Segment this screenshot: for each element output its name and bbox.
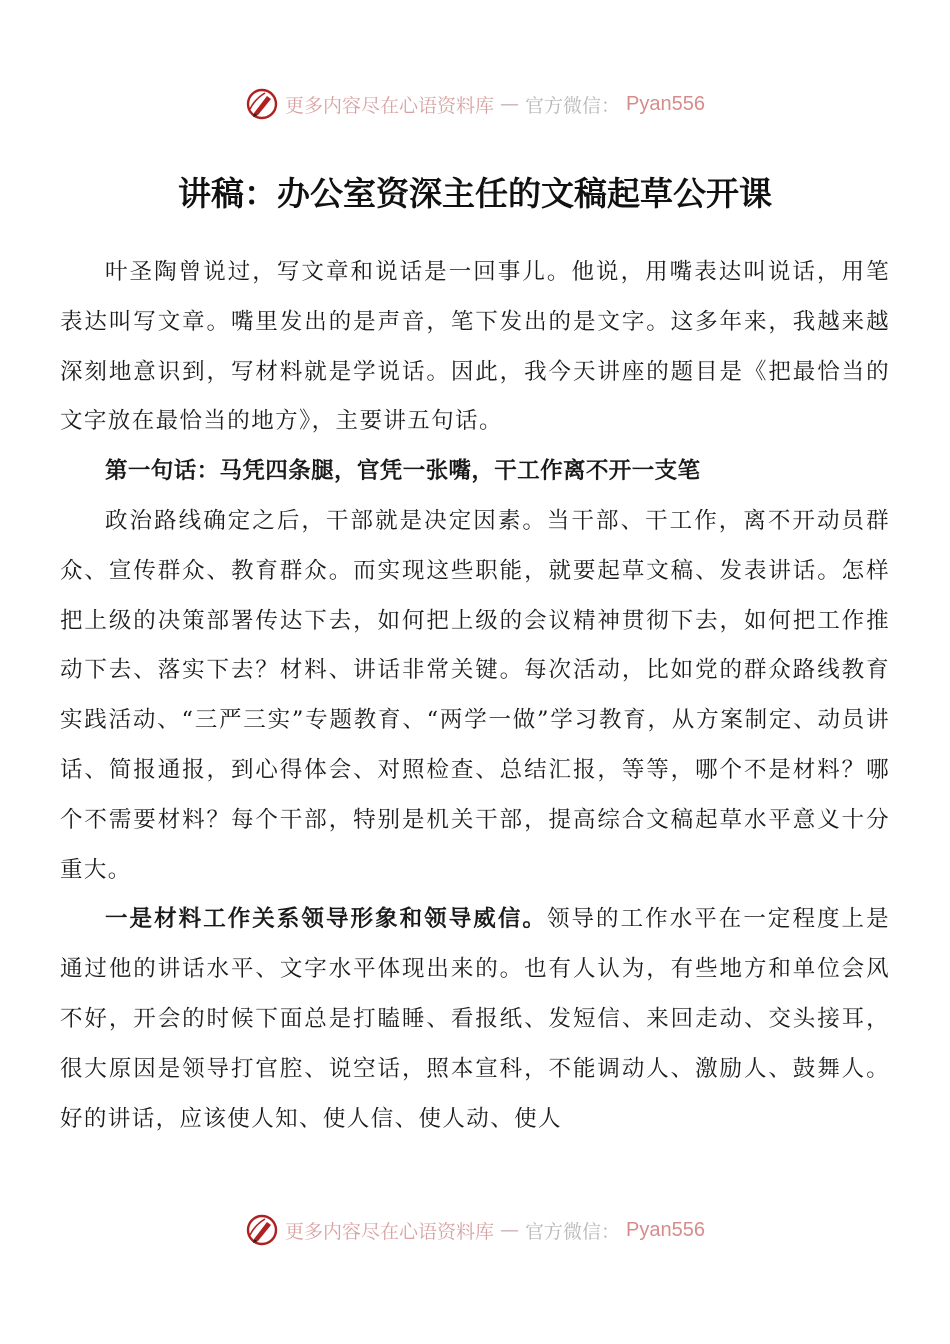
pen-circle-icon — [245, 87, 279, 121]
watermark-separator: — — [500, 1219, 520, 1241]
document-body — [60, 248, 890, 1144]
document-title: 讲稿：办公室资深主任的文稿起草公开课 — [178, 174, 772, 213]
watermark-wechat-id: Pyan556 — [626, 92, 705, 115]
watermark-site-text: 更多内容尽在心语资料库 — [285, 94, 495, 117]
point-1-paragraph — [60, 895, 890, 1144]
pen-circle-icon — [245, 1213, 279, 1247]
watermark-wechat-label: 官方微信： — [525, 94, 621, 117]
section-1-paragraph: 政治路线确定之后，干部就是决定因素。当干部、干工作，离不开动员群众、宣传群众、教育群众。而实现这些职能，就要起草文稿、发表讲话。怎样把上级的决策部署传达下去，如何把上级的会议精神贯彻下去，如何把工作推动下去、落实下去？材料、讲话非常关键。每次活动，比如党的群众路线教育实践活动、“三严三实”专题教育、“两学一做”学习教育，从方案制定、动员讲话、简报通报，到心得体会、对照检查、总结汇报，等等，哪个不是材料？哪个不需要材料？每个干部，特别是机关干部，提高综合文稿起草水平意义十分重大。 — [60, 507, 890, 883]
watermark-wechat-id: Pyan556 — [626, 1218, 705, 1241]
intro-paragraph: 叶圣陶曾说过，写文章和说话是一回事儿。他说，用嘴表达叫说话，用笔表达叫写文章。嘴里发出的是声音，笔下发出的是文字。这多年来，我越来越深刻地意识到，写材料就是学说话。因此，我今天讲座的题目是《把最恰当的文字放在最恰当的地方》，主要讲五句话。 — [60, 259, 890, 435]
watermark-wechat-label: 官方微信： — [525, 1220, 621, 1243]
watermark-site-text: 更多内容尽在心语资料库 — [285, 1220, 495, 1243]
point-1-lead: 一是材料工作关系领导形象和领导威信。 — [105, 906, 547, 933]
footer-watermark — [0, 1210, 950, 1250]
section-heading-1: 第一句话：马凭四条腿，官凭一张嘴，干工作离不开一支笔 — [105, 458, 701, 485]
header-watermark — [0, 84, 950, 124]
point-1-body: 领导的工作水平在一定程度上是通过他的讲话水平、文字水平体现出来的。也有人认为，有些地方和单位会风不好，开会的时候下面总是打瞌睡、看报纸、发短信、来回走动、交头接耳，很大原因是领导打官腔、说空话，照本宣科，不能调动人、激励人、鼓舞人。好的讲话，应该使人知、使人信、使人动、使人 — [60, 906, 891, 1132]
watermark-separator: — — [500, 93, 520, 115]
